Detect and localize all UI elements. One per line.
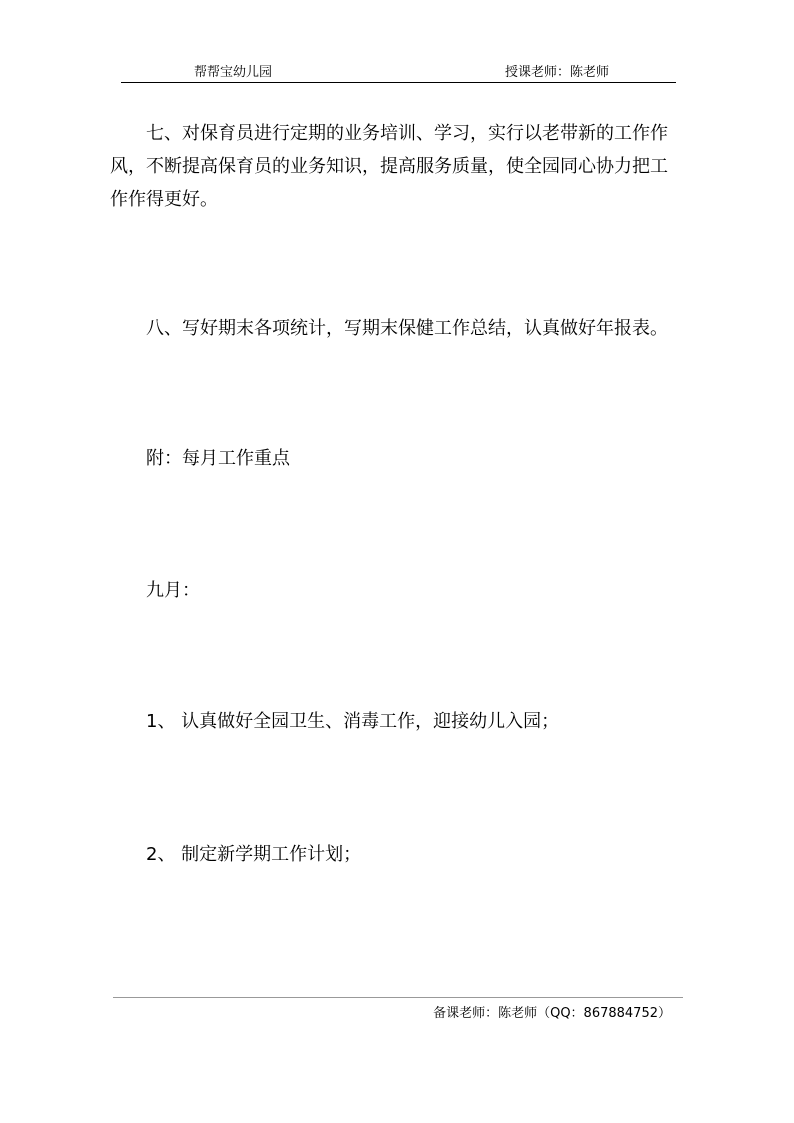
paragraph-appendix-title: 附：每月工作重点: [146, 448, 290, 469]
paragraph-item-7: 七、对保育员进行定期的业务培训、学习，实行以老带新的工作作风，不断提高保育员的业务知识，提高服务质量，使全园同心协力把工作作得更好。: [110, 123, 668, 210]
footer-contact: 备课老师：陈老师（QQ：867884752）: [433, 1006, 671, 1021]
paragraph-item-8: 八、写好期末各项统计，写期末保健工作总结，认真做好年报表。: [146, 318, 668, 339]
paragraph-task-2: 2、 制定新学期工作计划；: [146, 844, 362, 865]
paragraph-task-1: 1、 认真做好全园卫生、消毒工作，迎接幼儿入园；: [146, 711, 560, 732]
header-teacher: 授课老师：陈老师: [505, 65, 610, 80]
page-header: [121, 58, 676, 83]
paragraph-september: 九月：: [146, 580, 200, 601]
page-footer: [113, 997, 683, 1021]
header-school-name: 帮帮宝幼儿园: [194, 65, 273, 80]
